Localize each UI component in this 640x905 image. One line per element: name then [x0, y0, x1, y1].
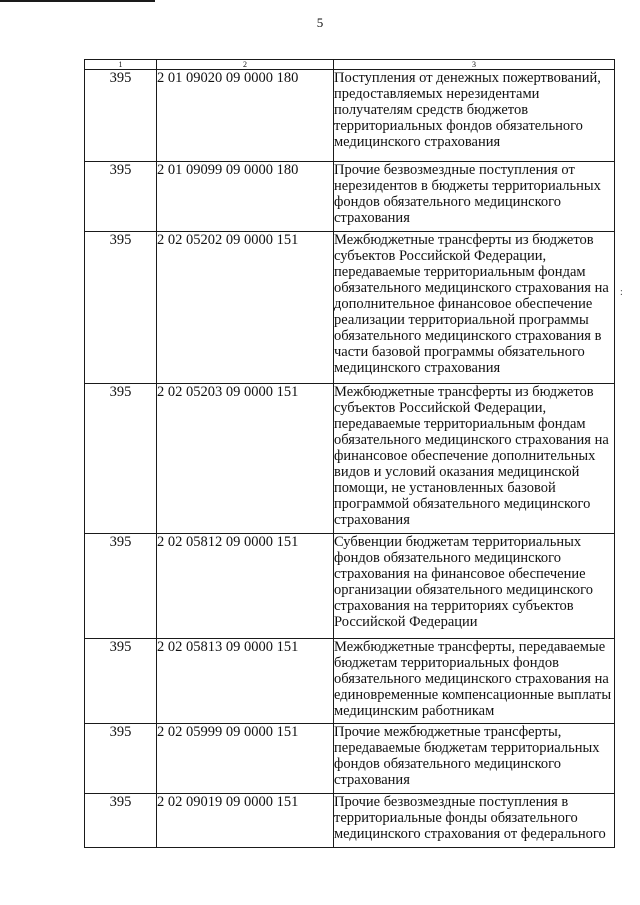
budget-code-table [84, 59, 615, 848]
table-row [85, 232, 615, 384]
page-number: 5 [316, 15, 324, 30]
revenue-name-cell: Межбюджетные трансферты, передаваемые бюджетам территориальных фондов обязательного медицинского страхования на единовременные компенсационные выплаты медицинским работникам [334, 639, 615, 724]
revenue-name-cell: Поступления от денежных пожертвований, предоставляемых нерезидентами получателям средств бюджетов территориальных фондов обязательного медицинского страхования [334, 70, 615, 162]
revenue-name-cell: Субвенции бюджетам территориальных фондов обязательного медицинского страхования на финансовое обеспечение организации обязательного медицинского страхования на территориях субъектов Российской Федерации [334, 534, 615, 639]
revenue-name-cell: Межбюджетные трансферты из бюджетов субъектов Российской Федерации, передаваемые территориальным фондам обязательного медицинского страхования на дополнительное финансовое обеспечение реализации территориальной программы обязательного медицинского страхования в части базовой программы обязательного медицинского страхования [334, 232, 615, 384]
table-row [85, 384, 615, 534]
admin-code-cell: 395 [85, 534, 157, 639]
table-row [85, 794, 615, 848]
table-row [85, 162, 615, 232]
revenue-name-cell: Прочие межбюджетные трансферты, передаваемые бюджетам территориальных фондов обязательного медицинского страхования [334, 724, 615, 794]
revenue-code-cell: 2 02 05813 09 0000 151 [157, 639, 334, 724]
revenue-name-cell: Прочие безвозмездные поступления от нерезидентов в бюджеты территориальных фондов обязательного медицинского страхования [334, 162, 615, 232]
admin-code-cell: 395 [85, 162, 157, 232]
admin-code-cell: 395 [85, 384, 157, 534]
revenue-code-cell: 2 02 05999 09 0000 151 [157, 724, 334, 794]
header-col-2: 2 [157, 60, 334, 70]
header-col-3: 3 [334, 60, 615, 70]
revenue-code-cell: 2 02 05203 09 0000 151 [157, 384, 334, 534]
header-col-1: 1 [85, 60, 157, 70]
admin-code-cell: 395 [85, 70, 157, 162]
revenue-code-cell: 2 01 09099 09 0000 180 [157, 162, 334, 232]
table-row [85, 639, 615, 724]
admin-code-cell: 395 [85, 794, 157, 848]
table-body [85, 70, 615, 848]
margin-mark: : [620, 287, 623, 298]
admin-code-cell: 395 [85, 724, 157, 794]
top-rule [0, 0, 155, 2]
table-row [85, 70, 615, 162]
revenue-code-cell: 2 02 09019 09 0000 151 [157, 794, 334, 848]
revenue-code-cell: 2 01 09020 09 0000 180 [157, 70, 334, 162]
table-row [85, 724, 615, 794]
revenue-code-cell: 2 02 05812 09 0000 151 [157, 534, 334, 639]
table-header [85, 60, 615, 70]
revenue-code-cell: 2 02 05202 09 0000 151 [157, 232, 334, 384]
table-row [85, 534, 615, 639]
revenue-name-cell: Прочие безвозмездные поступления в территориальные фонды обязательного медицинского страхования от федерального [334, 794, 615, 848]
revenue-name-cell: Межбюджетные трансферты из бюджетов субъектов Российской Федерации, передаваемые территориальным фондам обязательного медицинского страхования на финансовое обеспечение дополнительных видов и условий оказания медицинской помощи, не установленных базовой программой обязательного медицинского страхования [334, 384, 615, 534]
header-row [85, 60, 615, 70]
admin-code-cell: 395 [85, 639, 157, 724]
admin-code-cell: 395 [85, 232, 157, 384]
